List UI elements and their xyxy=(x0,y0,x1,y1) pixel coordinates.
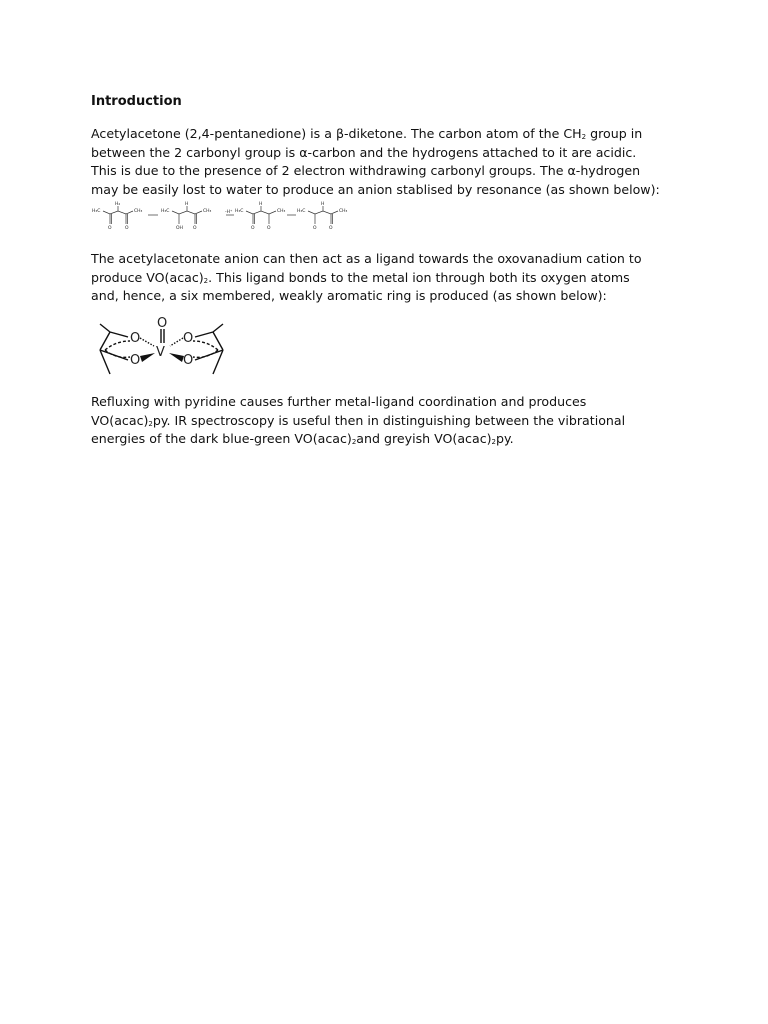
resonance-scheme-diagram xyxy=(88,200,368,236)
scheme-label-o-7: O xyxy=(329,226,333,231)
scheme-label-o-6: O xyxy=(313,226,317,231)
scheme-label-h3c-4: H₃C xyxy=(297,209,306,214)
p3-text-d: py. xyxy=(496,431,514,446)
scheme-label-h2: H₂ xyxy=(115,202,121,207)
scheme-label-h3c-1: H₃C xyxy=(92,209,101,214)
p2-subscript: 2 xyxy=(203,276,209,285)
scheme-label-oh: OH xyxy=(176,226,183,231)
scheme-label-ch3-1: CH₃ xyxy=(134,209,143,214)
p3-text-a: Refluxing with pyridine causes further metal-ligand coordination and produces VO(acac) xyxy=(91,394,587,428)
p2-text-a: The acetylacetonate anion can then act as a ligand towards the oxovanadium cation to produce VO(acac) xyxy=(91,251,642,285)
scheme-label-ch3-4: CH₃ xyxy=(339,209,348,214)
scheme-label-o-3: O xyxy=(193,226,197,231)
ring-oxygen-label-4: O xyxy=(183,353,194,368)
p2-text-b: . This ligand bonds to the metal ion through both its oxygen atoms and, hence, a six membered, weakly aromatic ring is produced (as shown below): xyxy=(91,269,630,303)
paragraph-pyridine xyxy=(91,393,661,449)
scheme-label-ch3-2: CH₃ xyxy=(203,209,212,214)
p3-subscript-2: 2 xyxy=(351,438,357,446)
oxo-atom-label: O xyxy=(157,316,168,331)
scheme-label-o-5: O xyxy=(267,226,271,231)
vanadium-atom-label: V xyxy=(156,345,165,360)
ring-oxygen-label-1: O xyxy=(130,331,141,346)
scheme-label-h-2: H xyxy=(259,202,263,207)
p3-subscript-1: 2 xyxy=(148,419,153,428)
ring-oxygen-label-2: O xyxy=(130,353,141,368)
scheme-label-o-1: O xyxy=(108,226,112,231)
scheme-label-h3c-3: H₃C xyxy=(235,209,244,214)
scheme-label-minus-h: -H⁺ xyxy=(225,210,233,215)
scheme-label-o-2: O xyxy=(125,226,129,231)
scheme-label-ch3-3: CH₃ xyxy=(277,209,286,214)
scheme-label-o-4: O xyxy=(251,226,255,231)
p1-text-a: Acetylacetone (2,4-pentanedione) is a β-diketone. The carbon atom of the CH xyxy=(91,126,582,141)
p1-subscript: 2 xyxy=(581,133,587,141)
p1-text-b: group in between the 2 carbonyl group is α-carbon and the hydrogens attached to it are acidic. This is due to the presence of 2 electron withdrawing carbonyl groups. The α-hydrogen may be easily lost to water to produce an anion stablised by resonance (as shown below): xyxy=(91,126,660,197)
scheme-label-h3c-2: H₃C xyxy=(161,209,170,214)
scheme-label-h-3: H xyxy=(321,202,325,207)
p3-text-c: and greyish VO(acac) xyxy=(356,431,492,446)
p3-text-b: py. IR spectroscopy is useful then in distinguishing between the vibrational energies of the dark blue-green VO(acac) xyxy=(91,412,626,446)
paragraph-ligand xyxy=(91,250,661,306)
paragraph-acetylacetone xyxy=(91,125,661,199)
p3-subscript-3: 2 xyxy=(491,438,497,446)
section-heading: Introduction xyxy=(91,94,182,109)
wedge-bond-left xyxy=(140,353,155,362)
wedge-bond-right xyxy=(169,353,184,362)
scheme-label-h-1: H xyxy=(185,202,189,207)
ring-oxygen-label-3: O xyxy=(183,331,194,346)
vanadyl-acac-structure xyxy=(92,316,232,382)
